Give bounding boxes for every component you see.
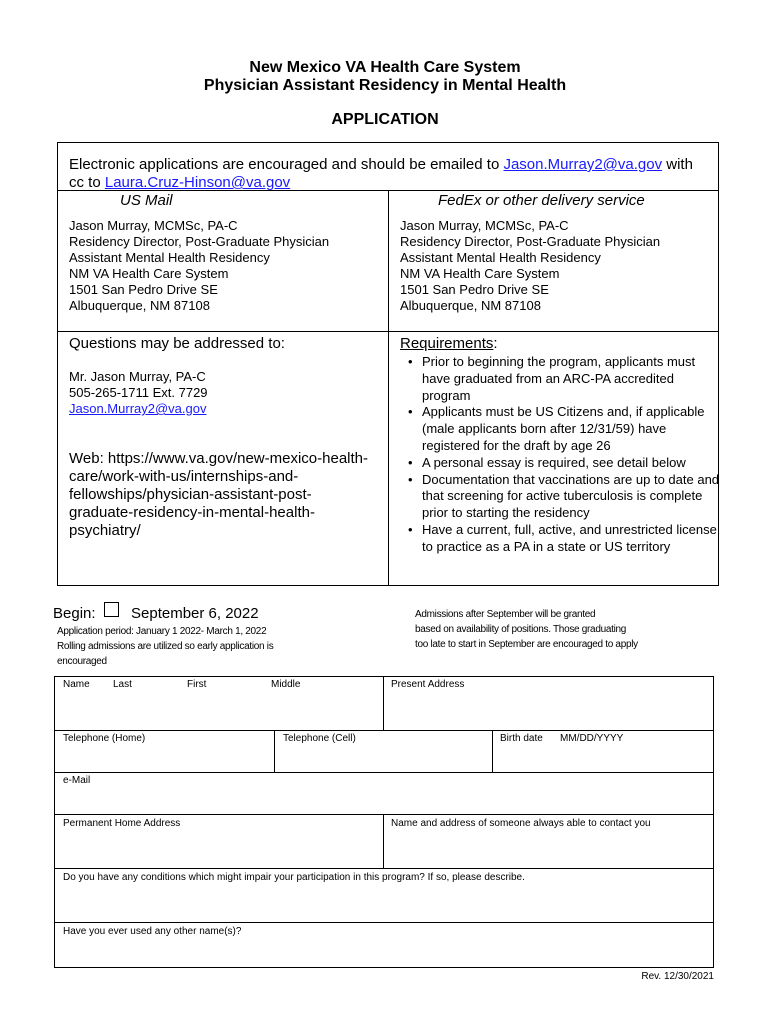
web-link[interactable]: Web: https://www.va.gov/new-mexico-health- care/work-with-us/internships-and- fellowships/physician-assistant-post- graduate-residency-in-mental-health- psychiatry/: [69, 450, 369, 539]
birth-date-label: Birth date: [500, 733, 543, 744]
email-label: e-Mail: [63, 775, 91, 786]
us-mail-heading: US Mail: [120, 192, 173, 209]
list-item: • Documentation that vaccinations are up to date and that screening for active tuberculosis is complete prior to starting the residency: [422, 472, 722, 522]
middle-name-label: Middle: [271, 679, 301, 690]
requirements-list: [400, 354, 722, 556]
emergency-contact-input[interactable]: [390, 833, 710, 869]
document-title-line2: Physician Assistant Residency in Mental Health: [203, 77, 567, 94]
permanent-address-input[interactable]: [61, 833, 381, 869]
admissions-note: Admissions after September will be granted based on availability of positions. Those graduating too late to start in September are encouraged to apply: [415, 609, 638, 650]
contact-phone: 505-265-1711 Ext. 7729: [69, 385, 208, 400]
requirements-heading: Requirements:: [400, 335, 498, 352]
permanent-address-label: Permanent Home Address: [63, 818, 181, 829]
birth-date-format: MM/DD/YYYY: [560, 733, 624, 744]
list-item: • A personal essay is required, see detail below: [422, 455, 722, 472]
column-divider: [388, 190, 389, 585]
conditions-label: Do you have any conditions which might impair your participation in this program? If so, please describe.: [63, 872, 525, 883]
application-heading: APPLICATION: [331, 111, 439, 128]
first-name-label: First: [187, 679, 207, 690]
cell-phone-cell: [274, 730, 493, 773]
intro-text: Electronic applications are encouraged and should be emailed to Jason.Murray2@va.gov with: [69, 156, 693, 173]
us-mail-address: Jason Murray, MCMSc, PA-C Residency Director, Post-Graduate Physician Assistant Mental Health Residency NM VA Health Care System 1501 San Pedro Drive SE Albuquerque, NM 87108: [69, 218, 330, 313]
cell-phone-label: Telephone (Cell): [283, 733, 356, 744]
other-names-label: Have you ever used any other name(s)?: [63, 926, 242, 937]
intro-cc-text: cc to Laura.Cruz-Hinson@va.gov: [69, 174, 291, 191]
conditions-input[interactable]: [61, 887, 710, 923]
email-input[interactable]: [61, 789, 710, 813]
list-item: • Have a current, full, active, and unrestricted license to practice as a PA in a state or US territory: [422, 522, 722, 556]
present-address-label: Present Address: [391, 679, 465, 690]
questions-heading: Questions may be addressed to:: [69, 335, 285, 352]
director-email-link[interactable]: Jason.Murray2@va.gov: [503, 156, 663, 173]
begin-date: September 6, 2022: [131, 605, 259, 622]
home-phone-cell: [54, 730, 275, 773]
contact-email-link[interactable]: Jason.Murray2@va.gov: [69, 401, 207, 416]
list-item: • Prior to beginning the program, applicants must have graduated from an ARC-PA accredited program: [422, 354, 722, 404]
name-cell: [54, 676, 384, 731]
begin-checkbox[interactable]: [104, 602, 119, 617]
contact-info: [69, 369, 208, 417]
home-phone-label: Telephone (Home): [63, 733, 146, 744]
cc-email-link[interactable]: Laura.Cruz-Hinson@va.gov: [104, 174, 291, 191]
begin-label: Begin:: [53, 605, 96, 622]
other-names-cell: [54, 922, 714, 968]
permanent-address-cell: [54, 814, 384, 869]
emergency-contact-cell: [383, 814, 714, 869]
name-label: Name: [63, 679, 90, 690]
contact-name: Mr. Jason Murray, PA-C: [69, 369, 206, 384]
fedex-heading: FedEx or other delivery service: [438, 192, 645, 209]
conditions-cell: [54, 868, 714, 923]
revision-date: Rev. 12/30/2021: [641, 971, 714, 982]
fedex-address: Jason Murray, MCMSc, PA-C Residency Director, Post-Graduate Physician Assistant Mental Health Residency NM VA Health Care System 1501 San Pedro Drive SE Albuquerque, NM 87108: [400, 218, 661, 313]
home-phone-input[interactable]: [61, 747, 273, 771]
emergency-contact-label: Name and address of someone always able to contact you: [391, 818, 651, 829]
info-box: [57, 142, 719, 586]
list-item: • Applicants must be US Citizens and, if applicable (male applicants born after 12/31/59) have registered for the draft by age 26: [422, 404, 722, 454]
application-period: Application period: January 1 2022- March 1, 2022 Rolling admissions are utilized so early application is encouraged: [57, 626, 274, 667]
birth-date-cell: [492, 730, 714, 773]
present-address-cell: [383, 676, 714, 731]
name-input[interactable]: [61, 697, 381, 727]
application-form: [54, 676, 714, 968]
cell-phone-input[interactable]: [281, 747, 491, 771]
birth-date-input[interactable]: [499, 747, 711, 771]
last-name-label: Last: [113, 679, 132, 690]
present-address-input[interactable]: [390, 693, 710, 731]
email-cell: [54, 772, 714, 815]
document-title-line1: New Mexico VA Health Care System: [249, 59, 521, 76]
other-names-input[interactable]: [61, 941, 710, 965]
